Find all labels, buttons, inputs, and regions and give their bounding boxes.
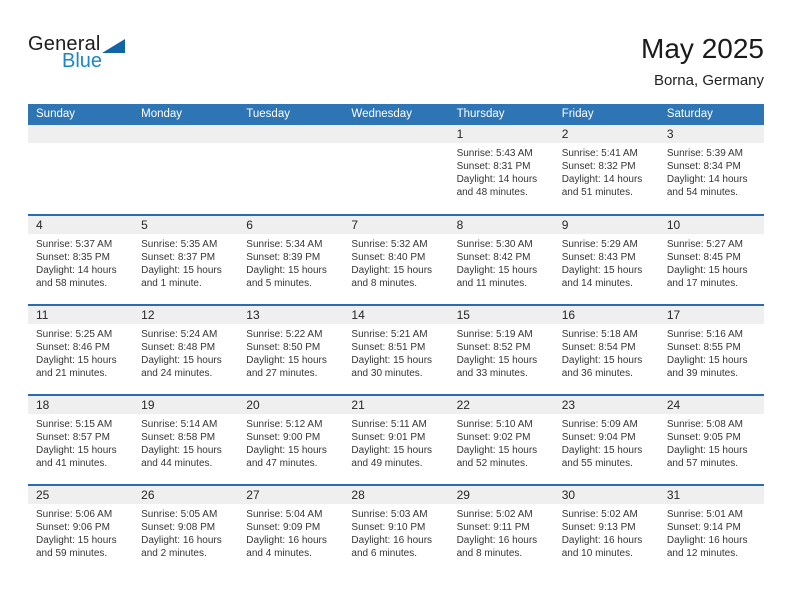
day-cell-6 xyxy=(238,215,343,305)
day-number: 10 xyxy=(659,216,764,234)
day-sun-info xyxy=(343,414,448,470)
day-sun-info xyxy=(659,414,764,470)
sunrise-text: Sunrise: 5:27 AM xyxy=(666,239,743,250)
day-sun-info xyxy=(659,504,764,560)
weekday-header-friday: Friday xyxy=(554,104,659,125)
sunrise-text: Sunrise: 5:01 AM xyxy=(666,509,743,520)
logo-text-general: General xyxy=(28,33,101,55)
sunrise-text: Sunrise: 5:05 AM xyxy=(141,509,218,520)
day-number xyxy=(238,125,343,143)
weekday-header-thursday: Thursday xyxy=(449,104,554,125)
day-cell-21 xyxy=(343,395,448,485)
day-cell-18 xyxy=(28,395,133,485)
sunrise-text: Sunrise: 5:10 AM xyxy=(456,419,533,430)
sunrise-text: Sunrise: 5:03 AM xyxy=(351,509,428,520)
daylight-text: Daylight: 16 hours and 8 minutes. xyxy=(456,535,538,559)
day-cell-4 xyxy=(28,215,133,305)
day-sun-info xyxy=(449,414,554,470)
day-number: 17 xyxy=(659,306,764,324)
day-number: 11 xyxy=(28,306,133,324)
day-sun-info xyxy=(659,143,764,199)
day-number: 16 xyxy=(554,306,659,324)
weekday-header-wednesday: Wednesday xyxy=(343,104,448,125)
sunset-text: Sunset: 8:48 PM xyxy=(141,342,216,353)
day-number: 8 xyxy=(449,216,554,234)
weekday-header-sunday: Sunday xyxy=(28,104,133,125)
day-number: 9 xyxy=(554,216,659,234)
daylight-text: Daylight: 15 hours and 21 minutes. xyxy=(36,355,117,379)
day-cell-29 xyxy=(449,485,554,575)
sunset-text: Sunset: 8:58 PM xyxy=(141,432,216,443)
weekday-header-row xyxy=(28,104,764,125)
day-sun-info xyxy=(449,234,554,290)
day-cell-24 xyxy=(659,395,764,485)
day-number: 2 xyxy=(554,125,659,143)
daylight-text: Daylight: 15 hours and 57 minutes. xyxy=(666,445,748,469)
weekday-header-tuesday: Tuesday xyxy=(238,104,343,125)
day-number: 13 xyxy=(238,306,343,324)
page-header xyxy=(28,34,764,89)
sunset-text: Sunset: 8:43 PM xyxy=(561,252,636,263)
daylight-text: Daylight: 15 hours and 11 minutes. xyxy=(456,265,538,289)
sunset-text: Sunset: 9:11 PM xyxy=(456,522,530,533)
sunset-text: Sunset: 9:13 PM xyxy=(561,522,636,533)
day-sun-info xyxy=(343,504,448,560)
day-number: 7 xyxy=(343,216,448,234)
daylight-text: Daylight: 15 hours and 39 minutes. xyxy=(666,355,748,379)
day-number: 1 xyxy=(449,125,554,143)
daylight-text: Daylight: 15 hours and 49 minutes. xyxy=(351,445,433,469)
location-subtitle: Borna, Germany xyxy=(653,71,764,89)
day-number: 24 xyxy=(659,396,764,414)
day-cell-9 xyxy=(554,215,659,305)
day-number: 18 xyxy=(28,396,133,414)
day-cell-16 xyxy=(554,305,659,395)
sunrise-text: Sunrise: 5:22 AM xyxy=(246,329,323,340)
day-sun-info xyxy=(133,234,238,290)
day-sun-info xyxy=(133,504,238,560)
day-number: 14 xyxy=(343,306,448,324)
sunrise-text: Sunrise: 5:25 AM xyxy=(36,329,113,340)
day-cell-23 xyxy=(554,395,659,485)
sunset-text: Sunset: 8:42 PM xyxy=(456,252,531,263)
day-sun-info xyxy=(554,504,659,560)
calendar-body xyxy=(28,125,764,575)
sunrise-text: Sunrise: 5:21 AM xyxy=(351,329,428,340)
sunset-text: Sunset: 9:14 PM xyxy=(666,522,741,533)
week-row-3 xyxy=(28,305,764,395)
daylight-text: Daylight: 15 hours and 52 minutes. xyxy=(456,445,538,469)
day-cell-11 xyxy=(28,305,133,395)
day-sun-info xyxy=(554,414,659,470)
day-cell-20 xyxy=(238,395,343,485)
weekday-header-saturday: Saturday xyxy=(659,104,764,125)
day-number: 27 xyxy=(238,486,343,504)
day-number: 20 xyxy=(238,396,343,414)
sunrise-text: Sunrise: 5:19 AM xyxy=(456,329,533,340)
sunrise-text: Sunrise: 5:08 AM xyxy=(666,419,743,430)
sunset-text: Sunset: 8:32 PM xyxy=(561,161,636,172)
daylight-text: Daylight: 15 hours and 36 minutes. xyxy=(561,355,643,379)
logo-text-blue: Blue xyxy=(62,50,103,72)
sunset-text: Sunset: 8:45 PM xyxy=(666,252,741,263)
sunrise-text: Sunrise: 5:34 AM xyxy=(246,239,323,250)
day-number: 29 xyxy=(449,486,554,504)
sunset-text: Sunset: 9:09 PM xyxy=(246,522,321,533)
sunset-text: Sunset: 8:37 PM xyxy=(141,252,216,263)
empty-day-cell xyxy=(343,125,448,215)
daylight-text: Daylight: 15 hours and 47 minutes. xyxy=(246,445,327,469)
daylight-text: Daylight: 16 hours and 12 minutes. xyxy=(666,535,748,559)
sunrise-text: Sunrise: 5:29 AM xyxy=(561,239,638,250)
sunset-text: Sunset: 8:39 PM xyxy=(246,252,321,263)
daylight-text: Daylight: 15 hours and 41 minutes. xyxy=(36,445,117,469)
sunrise-text: Sunrise: 5:43 AM xyxy=(456,148,533,159)
logo-triangle-icon xyxy=(102,39,125,53)
day-number: 22 xyxy=(449,396,554,414)
day-number xyxy=(28,125,133,143)
page-title: May 2025 xyxy=(641,33,764,64)
day-number: 23 xyxy=(554,396,659,414)
day-cell-15 xyxy=(449,305,554,395)
day-cell-2 xyxy=(554,125,659,215)
day-cell-14 xyxy=(343,305,448,395)
day-sun-info xyxy=(449,504,554,560)
day-number: 26 xyxy=(133,486,238,504)
sunset-text: Sunset: 9:01 PM xyxy=(351,432,426,443)
sunrise-text: Sunrise: 5:12 AM xyxy=(246,419,323,430)
day-cell-5 xyxy=(133,215,238,305)
day-sun-info xyxy=(238,414,343,470)
weekday-header-monday: Monday xyxy=(133,104,238,125)
day-sun-info xyxy=(133,324,238,380)
day-number: 19 xyxy=(133,396,238,414)
daylight-text: Daylight: 15 hours and 33 minutes. xyxy=(456,355,538,379)
sunset-text: Sunset: 8:55 PM xyxy=(666,342,741,353)
daylight-text: Daylight: 16 hours and 6 minutes. xyxy=(351,535,433,559)
day-cell-28 xyxy=(343,485,448,575)
day-cell-26 xyxy=(133,485,238,575)
daylight-text: Daylight: 15 hours and 27 minutes. xyxy=(246,355,327,379)
day-sun-info xyxy=(554,143,659,199)
empty-day-cell xyxy=(238,125,343,215)
day-cell-31 xyxy=(659,485,764,575)
sunrise-text: Sunrise: 5:14 AM xyxy=(141,419,218,430)
sunset-text: Sunset: 9:00 PM xyxy=(246,432,321,443)
sunset-text: Sunset: 8:54 PM xyxy=(561,342,636,353)
sunrise-text: Sunrise: 5:35 AM xyxy=(141,239,218,250)
day-number: 12 xyxy=(133,306,238,324)
day-sun-info xyxy=(343,234,448,290)
sunrise-text: Sunrise: 5:41 AM xyxy=(561,148,638,159)
day-sun-info xyxy=(28,414,133,470)
day-sun-info xyxy=(238,324,343,380)
daylight-text: Daylight: 15 hours and 30 minutes. xyxy=(351,355,433,379)
daylight-text: Daylight: 16 hours and 10 minutes. xyxy=(561,535,643,559)
day-cell-8 xyxy=(449,215,554,305)
empty-day-cell xyxy=(28,125,133,215)
day-sun-info xyxy=(659,234,764,290)
day-sun-info xyxy=(449,143,554,199)
day-number: 3 xyxy=(659,125,764,143)
daylight-text: Daylight: 15 hours and 55 minutes. xyxy=(561,445,643,469)
daylight-text: Daylight: 15 hours and 59 minutes. xyxy=(36,535,117,559)
sunset-text: Sunset: 8:34 PM xyxy=(666,161,741,172)
daylight-text: Daylight: 15 hours and 24 minutes. xyxy=(141,355,222,379)
day-sun-info xyxy=(133,414,238,470)
calendar-table xyxy=(28,104,764,575)
day-cell-13 xyxy=(238,305,343,395)
sunset-text: Sunset: 9:10 PM xyxy=(351,522,426,533)
sunset-text: Sunset: 8:46 PM xyxy=(36,342,110,353)
day-cell-22 xyxy=(449,395,554,485)
day-cell-17 xyxy=(659,305,764,395)
day-sun-info xyxy=(28,234,133,290)
sunrise-text: Sunrise: 5:09 AM xyxy=(561,419,638,430)
daylight-text: Daylight: 15 hours and 1 minute. xyxy=(141,265,222,289)
day-sun-info xyxy=(659,324,764,380)
sunset-text: Sunset: 9:06 PM xyxy=(36,522,110,533)
sunset-text: Sunset: 9:05 PM xyxy=(666,432,741,443)
day-cell-10 xyxy=(659,215,764,305)
sunset-text: Sunset: 8:50 PM xyxy=(246,342,321,353)
day-cell-7 xyxy=(343,215,448,305)
sunrise-text: Sunrise: 5:11 AM xyxy=(351,419,427,430)
sunset-text: Sunset: 8:57 PM xyxy=(36,432,110,443)
general-blue-logo xyxy=(28,34,125,71)
day-number: 21 xyxy=(343,396,448,414)
day-number: 25 xyxy=(28,486,133,504)
week-row-1 xyxy=(28,125,764,215)
sunset-text: Sunset: 8:35 PM xyxy=(36,252,110,263)
day-sun-info xyxy=(449,324,554,380)
week-row-4 xyxy=(28,395,764,485)
title-block xyxy=(641,34,764,89)
day-sun-info xyxy=(554,324,659,380)
sunrise-text: Sunrise: 5:39 AM xyxy=(666,148,743,159)
day-cell-25 xyxy=(28,485,133,575)
sunrise-text: Sunrise: 5:24 AM xyxy=(141,329,218,340)
day-number: 30 xyxy=(554,486,659,504)
daylight-text: Daylight: 15 hours and 5 minutes. xyxy=(246,265,327,289)
daylight-text: Daylight: 15 hours and 8 minutes. xyxy=(351,265,433,289)
daylight-text: Daylight: 14 hours and 48 minutes. xyxy=(456,174,538,198)
day-sun-info xyxy=(28,504,133,560)
day-cell-27 xyxy=(238,485,343,575)
day-number xyxy=(133,125,238,143)
day-number: 5 xyxy=(133,216,238,234)
daylight-text: Daylight: 15 hours and 14 minutes. xyxy=(561,265,643,289)
sunrise-text: Sunrise: 5:16 AM xyxy=(666,329,743,340)
sunset-text: Sunset: 9:08 PM xyxy=(141,522,216,533)
sunset-text: Sunset: 8:31 PM xyxy=(456,161,531,172)
day-number: 4 xyxy=(28,216,133,234)
daylight-text: Daylight: 15 hours and 44 minutes. xyxy=(141,445,222,469)
day-sun-info xyxy=(28,324,133,380)
day-number: 28 xyxy=(343,486,448,504)
day-number: 6 xyxy=(238,216,343,234)
daylight-text: Daylight: 14 hours and 58 minutes. xyxy=(36,265,117,289)
day-number: 31 xyxy=(659,486,764,504)
sunrise-text: Sunrise: 5:02 AM xyxy=(456,509,533,520)
day-cell-30 xyxy=(554,485,659,575)
day-number: 15 xyxy=(449,306,554,324)
sunrise-text: Sunrise: 5:02 AM xyxy=(561,509,638,520)
sunrise-text: Sunrise: 5:18 AM xyxy=(561,329,638,340)
sunrise-text: Sunrise: 5:15 AM xyxy=(36,419,113,430)
daylight-text: Daylight: 14 hours and 51 minutes. xyxy=(561,174,643,198)
sunset-text: Sunset: 9:02 PM xyxy=(456,432,531,443)
empty-day-cell xyxy=(133,125,238,215)
sunrise-text: Sunrise: 5:06 AM xyxy=(36,509,113,520)
sunrise-text: Sunrise: 5:37 AM xyxy=(36,239,113,250)
day-sun-info xyxy=(238,504,343,560)
sunset-text: Sunset: 8:40 PM xyxy=(351,252,426,263)
day-cell-12 xyxy=(133,305,238,395)
day-number xyxy=(343,125,448,143)
sunset-text: Sunset: 9:04 PM xyxy=(561,432,636,443)
week-row-5 xyxy=(28,485,764,575)
day-sun-info xyxy=(343,324,448,380)
day-cell-19 xyxy=(133,395,238,485)
daylight-text: Daylight: 15 hours and 17 minutes. xyxy=(666,265,748,289)
sunset-text: Sunset: 8:51 PM xyxy=(351,342,426,353)
day-sun-info xyxy=(554,234,659,290)
day-cell-1 xyxy=(449,125,554,215)
sunrise-text: Sunrise: 5:32 AM xyxy=(351,239,428,250)
sunset-text: Sunset: 8:52 PM xyxy=(456,342,531,353)
day-cell-3 xyxy=(659,125,764,215)
sunrise-text: Sunrise: 5:04 AM xyxy=(246,509,323,520)
daylight-text: Daylight: 16 hours and 4 minutes. xyxy=(246,535,327,559)
daylight-text: Daylight: 16 hours and 2 minutes. xyxy=(141,535,222,559)
week-row-2 xyxy=(28,215,764,305)
sunrise-text: Sunrise: 5:30 AM xyxy=(456,239,533,250)
daylight-text: Daylight: 14 hours and 54 minutes. xyxy=(666,174,748,198)
day-sun-info xyxy=(238,234,343,290)
